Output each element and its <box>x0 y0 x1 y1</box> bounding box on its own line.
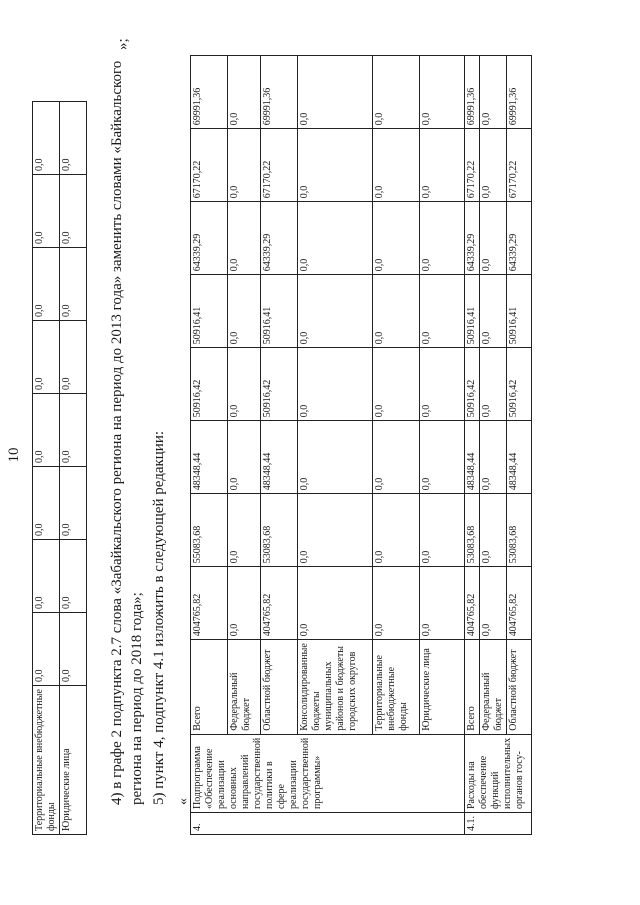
value-cell: 50916,41 <box>507 275 532 348</box>
source-label: Всего <box>465 640 480 735</box>
main-table <box>190 55 532 835</box>
value-cell: 50916,42 <box>191 348 228 421</box>
value-cell: 0,0 <box>228 494 261 567</box>
value-cell: 0,0 <box>60 175 87 248</box>
value-cell: 67170,22 <box>465 129 480 202</box>
table-row <box>507 56 532 835</box>
source-label: Всего <box>191 640 228 735</box>
value-cell: 0,0 <box>33 613 60 686</box>
value-cell: 50916,41 <box>191 275 228 348</box>
item-number: 4.1. <box>465 813 532 835</box>
value-cell: 0,0 <box>373 421 420 494</box>
value-cell: 0,0 <box>420 202 465 275</box>
page-number: 10 <box>6 447 22 463</box>
value-cell: 48348,44 <box>191 421 228 494</box>
value-cell: 64339,29 <box>465 202 480 275</box>
value-cell: 64339,29 <box>261 202 298 275</box>
table-row <box>480 56 507 835</box>
value-cell: 0,0 <box>33 321 60 394</box>
value-cell: 0,0 <box>480 348 507 421</box>
value-cell: 48348,44 <box>465 421 480 494</box>
source-label: Юридические лица <box>420 640 465 735</box>
value-cell: 55083,68 <box>191 494 228 567</box>
value-cell: 0,0 <box>420 494 465 567</box>
value-cell: 404765,82 <box>261 567 298 640</box>
value-cell: 0,0 <box>33 540 60 613</box>
source-label: Областной бюджет <box>507 640 532 735</box>
value-cell: 404765,82 <box>191 567 228 640</box>
value-cell: 0,0 <box>33 175 60 248</box>
value-cell: 0,0 <box>373 567 420 640</box>
paragraph-5: 5) пункт 4, подпункт 4.1 изложить в следующей редакции: <box>151 430 167 805</box>
value-cell: 0,0 <box>60 248 87 321</box>
table-row <box>261 56 298 835</box>
table-row <box>420 56 465 835</box>
value-cell: 0,0 <box>228 348 261 421</box>
value-cell: 0,0 <box>33 102 60 175</box>
value-cell: 53083,68 <box>465 494 480 567</box>
value-cell: 0,0 <box>33 467 60 540</box>
value-cell: 0,0 <box>373 129 420 202</box>
value-cell: 0,0 <box>60 540 87 613</box>
source-label: Юридические лица <box>60 686 87 835</box>
value-cell: 50916,42 <box>261 348 298 421</box>
value-cell: 0,0 <box>60 394 87 467</box>
opening-quote: « <box>176 798 191 805</box>
source-label: Федеральный бюджет <box>228 640 261 735</box>
value-cell: 0,0 <box>228 567 261 640</box>
value-cell: 50916,42 <box>465 348 480 421</box>
item-number: 4. <box>191 813 465 835</box>
value-cell: 0,0 <box>373 348 420 421</box>
value-cell: 0,0 <box>420 348 465 421</box>
value-cell: 50916,41 <box>465 275 480 348</box>
value-cell: 53083,68 <box>261 494 298 567</box>
value-cell: 0,0 <box>298 275 373 348</box>
value-cell: 0,0 <box>60 102 87 175</box>
item-name: Расходы на обеспечение функций исполнительных органов госу- <box>465 734 532 812</box>
value-cell: 404765,82 <box>507 567 532 640</box>
value-cell: 48348,44 <box>261 421 298 494</box>
table-row <box>60 102 87 835</box>
value-cell: 0,0 <box>480 421 507 494</box>
value-cell: 404765,82 <box>465 567 480 640</box>
table-row <box>191 56 228 835</box>
value-cell: 0,0 <box>480 275 507 348</box>
value-cell: 0,0 <box>480 129 507 202</box>
value-cell: 0,0 <box>480 567 507 640</box>
value-cell: 0,0 <box>33 394 60 467</box>
source-label: Консолидированные бюджеты муниципальных районов и бюджеты городских округов <box>298 640 373 735</box>
value-cell: 0,0 <box>228 56 261 129</box>
value-cell: 64339,29 <box>507 202 532 275</box>
value-cell: 0,0 <box>298 494 373 567</box>
value-cell: 69991,36 <box>465 56 480 129</box>
value-cell: 64339,29 <box>191 202 228 275</box>
item-name: Подпрограмма «Обеспечение реализации основных направлений государственной политики в сфере реализации государственной программы» <box>191 734 465 812</box>
value-cell: 67170,22 <box>191 129 228 202</box>
value-cell: 0,0 <box>228 129 261 202</box>
value-cell: 0,0 <box>420 56 465 129</box>
paragraph-4-line-2: региона на период до 2018 года»; <box>129 592 145 805</box>
value-cell: 0,0 <box>373 494 420 567</box>
value-cell: 0,0 <box>420 567 465 640</box>
value-cell: 0,0 <box>228 202 261 275</box>
paragraph-4-line-1: 4) в графе 2 подпункта 2.7 слова «Забайкальского региона на период до 2013 года» заменить словами «Байкальского <box>109 60 125 805</box>
source-label: Областной бюджет <box>261 640 298 735</box>
value-cell: 53083,68 <box>507 494 532 567</box>
value-cell: 0,0 <box>373 56 420 129</box>
value-cell: 0,0 <box>298 421 373 494</box>
value-cell: 0,0 <box>60 467 87 540</box>
value-cell: 0,0 <box>420 275 465 348</box>
value-cell: 0,0 <box>480 494 507 567</box>
value-cell: 69991,36 <box>191 56 228 129</box>
value-cell: 0,0 <box>298 348 373 421</box>
top-table-fragment <box>32 101 87 835</box>
table-row <box>373 56 420 835</box>
value-cell: 0,0 <box>373 202 420 275</box>
source-label: Территориальные внебюджетные фонды <box>33 686 60 835</box>
table-row <box>465 56 480 835</box>
value-cell: 0,0 <box>373 275 420 348</box>
source-label: Федеральный бюджет <box>480 640 507 735</box>
value-cell: 0,0 <box>60 321 87 394</box>
value-cell: 69991,36 <box>507 56 532 129</box>
value-cell: 0,0 <box>298 56 373 129</box>
value-cell: 67170,22 <box>507 129 532 202</box>
value-cell: 50916,41 <box>261 275 298 348</box>
value-cell: 0,0 <box>480 202 507 275</box>
value-cell: 48348,44 <box>507 421 532 494</box>
value-cell: 0,0 <box>298 129 373 202</box>
closing-quote: »; <box>115 38 131 50</box>
value-cell: 67170,22 <box>261 129 298 202</box>
value-cell: 0,0 <box>298 202 373 275</box>
value-cell: 0,0 <box>228 421 261 494</box>
value-cell: 0,0 <box>480 56 507 129</box>
value-cell: 0,0 <box>298 567 373 640</box>
table-row <box>298 56 373 835</box>
source-label: Территориальные внебюджетные фонды <box>373 640 420 735</box>
value-cell: 0,0 <box>33 248 60 321</box>
value-cell: 50916,42 <box>507 348 532 421</box>
table-row <box>33 102 60 835</box>
table-row <box>228 56 261 835</box>
value-cell: 0,0 <box>228 275 261 348</box>
value-cell: 0,0 <box>60 613 87 686</box>
value-cell: 69991,36 <box>261 56 298 129</box>
value-cell: 0,0 <box>420 129 465 202</box>
value-cell: 0,0 <box>420 421 465 494</box>
